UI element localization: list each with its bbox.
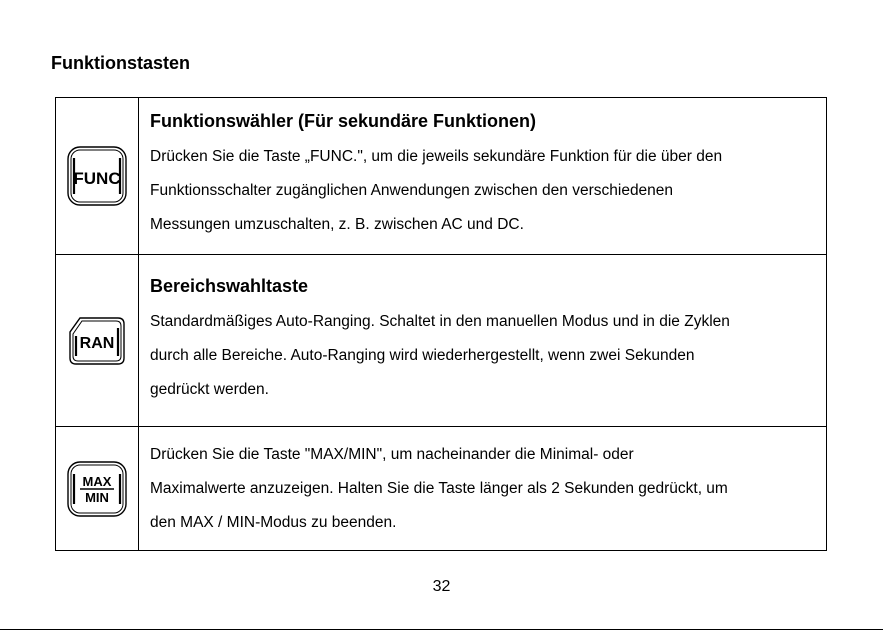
- table-row-range: [56, 255, 827, 427]
- row-body-range: [150, 305, 820, 407]
- text-cell-max-min: [139, 427, 827, 551]
- icon-cell-max-min: [56, 427, 139, 551]
- table-row-func: [56, 98, 827, 255]
- row-heading-func: Funktionswähler (Für sekundäre Funktionen): [150, 111, 537, 131]
- row-heading-range: Bereichswahltaste: [150, 275, 309, 296]
- text-cell-func: [139, 98, 827, 255]
- icon-cell-range: [56, 255, 139, 427]
- row-line: Standardmäßiges Auto-Ranging. Schaltet in den manuellen Modus und in die Zyklen: [150, 312, 730, 330]
- row-line: den MAX / MIN-Modus zu beenden.: [150, 513, 397, 531]
- func-key-icon: [66, 145, 128, 207]
- range-key-icon: [66, 310, 128, 372]
- icon-cell-func: [56, 98, 139, 255]
- text-cell-range: [139, 255, 827, 427]
- row-body-max-min: [150, 438, 820, 540]
- page-title: Funktionstasten: [51, 53, 191, 73]
- row-line: Drücken Sie die Taste „FUNC.", um die jeweils sekundäre Funktion für die über den: [150, 148, 723, 165]
- func-key-label: FUNC: [73, 169, 121, 188]
- row-line: Drücken Sie die Taste "MAX/MIN", um nacheinander die Minimal- oder: [150, 445, 634, 463]
- row-line: gedrückt werden.: [150, 380, 269, 398]
- bottom-divider: [0, 629, 883, 630]
- row-line: durch alle Bereiche. Auto-Ranging wird wiederhergestellt, wenn zwei Sekunden: [150, 346, 695, 364]
- row-body-func: [150, 140, 820, 242]
- page-number: 32: [432, 578, 451, 595]
- table-row-max-min: [56, 427, 827, 551]
- range-key-label: RAN: [79, 334, 115, 352]
- row-line: Maximalwerte anzuzeigen. Halten Sie die Taste länger als 2 Sekunden gedrückt, um: [150, 479, 728, 497]
- max-key-label: MAX: [82, 473, 112, 489]
- min-key-label: MIN: [85, 489, 109, 505]
- max-min-key-icon: [66, 458, 128, 520]
- row-line: Messungen umzuschalten, z. B. zwischen AC und DC.: [150, 216, 524, 233]
- function-keys-table: [55, 97, 827, 551]
- row-line: Funktionsschalter zugänglichen Anwendungen zwischen den verschiedenen: [150, 182, 674, 199]
